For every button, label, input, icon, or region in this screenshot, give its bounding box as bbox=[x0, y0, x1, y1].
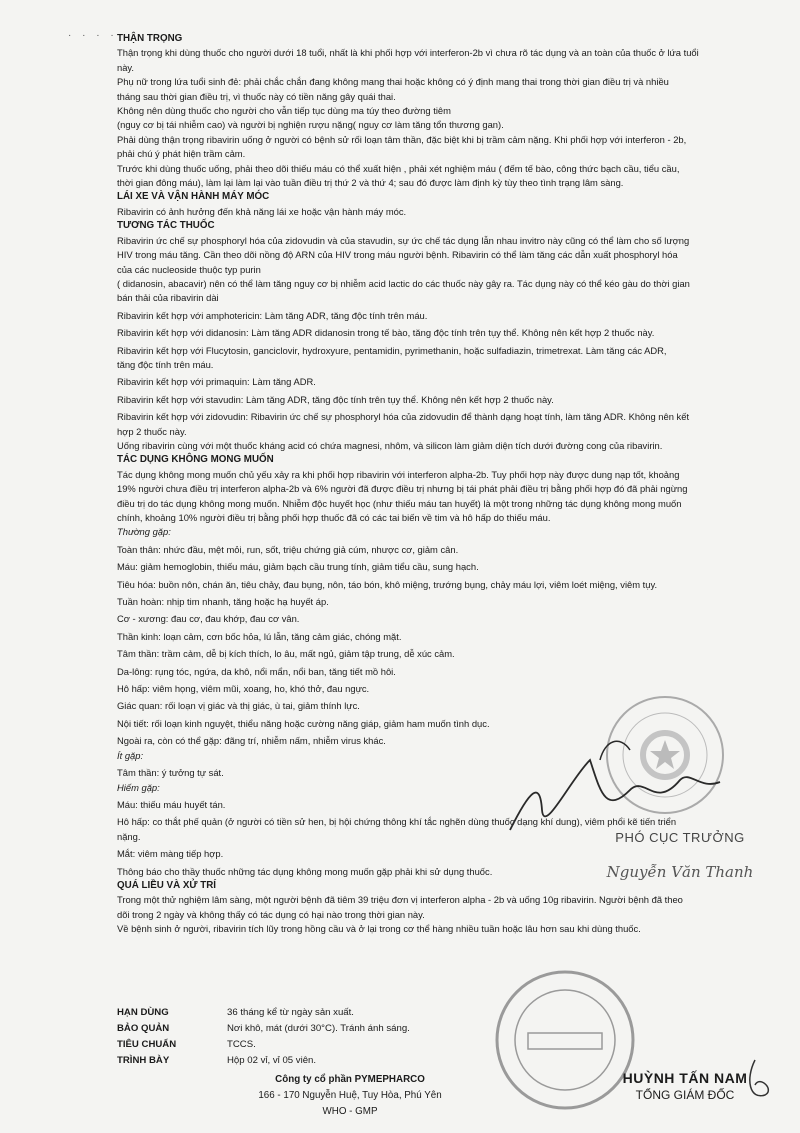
body-line: Về bệnh sinh ở người, ribavirin tích lũy trong hồng cầu và ở lại trong cơ thể hàng nhiều tuần hoặc lâu hơn sau khi dùng thuốc. bbox=[117, 923, 641, 935]
body-line: Toàn thân: nhức đầu, mệt mỏi, run, sốt, triệu chứng giả cúm, nhược cơ, giảm cân. bbox=[117, 543, 459, 555]
vice-director-block bbox=[590, 830, 770, 881]
director-title: TỔNG GIÁM ĐỐC bbox=[635, 1088, 735, 1102]
body-line: nặng. bbox=[117, 830, 141, 842]
body-line: Tác dụng không mong muốn chủ yếu xảy ra khi phối hợp ribavirin với interferon alpha-2b. Tuy phối hợp này được dung nạp tốt, khoảng bbox=[117, 468, 680, 480]
corner-mark: · · · · bbox=[68, 30, 118, 41]
body-line: chính, khoảng 10% người điều trị bằng phối hợp thuốc đã có các tai biến về tim và hô hấp do thiếu máu. bbox=[117, 512, 551, 523]
body-line: Trong một thử nghiệm lâm sàng, một người bệnh đã tiêm 39 triệu đơn vị interferon alpha - 2b và uống 10g ribavirin. Người bệnh đã theo bbox=[117, 894, 683, 906]
info-row bbox=[117, 1037, 410, 1053]
section-heading: TƯƠNG TÁC THUỐC bbox=[117, 220, 215, 232]
body-line: Hô hấp: co thắt phế quản (ở người có tiền sử hen, bị hội chứng thông khí tắc nghẽn dùng thuốc dạng khí dung), viêm phổi kẽ tiến triển bbox=[117, 816, 677, 828]
body-line: Nội tiết: rối loạn kinh nguyệt, thiểu năng hoặc cường năng giáp, giảm ham muốn tình dục. bbox=[117, 717, 490, 729]
info-label: BẢO QUẢN bbox=[117, 1023, 170, 1034]
body-line: Tâm thần: trầm cảm, dễ bị kích thích, lo âu, mất ngủ, giảm tập trung, dễ xúc cảm. bbox=[117, 648, 455, 660]
body-line: tăng độc tính trên máu. bbox=[117, 358, 214, 370]
body-line: Ribavirin kết hợp với amphotericin: Làm tăng ADR, tăng độc tính trên máu. bbox=[117, 309, 428, 321]
company-name: Công ty cổ phần PYMEPHARCO bbox=[275, 1074, 425, 1085]
section-heading: TÁC DỤNG KHÔNG MONG MUỐN bbox=[117, 454, 274, 466]
body-line: bán thải của ribavirin dài bbox=[117, 292, 219, 304]
body-line: Tuần hoàn: nhịp tim nhanh, tăng hoặc hạ huyết áp. bbox=[117, 596, 329, 608]
info-label: TIÊU CHUẨN bbox=[117, 1039, 177, 1050]
body-line: Mắt: viêm màng tiếp hợp. bbox=[117, 848, 224, 860]
product-info bbox=[117, 1005, 410, 1069]
body-line: (nguy cơ bị tái nhiễm cao) và người bị nghiện rượu nặng( nguy cơ làm tăng tổn thương gan). bbox=[117, 119, 504, 131]
body-line: Ribavirin kết hợp với didanosin: Làm tăng ADR didanosin trong tế bào, tăng độc tính trên tụy thể. Không nên kết hợp 2 thuốc này. bbox=[117, 327, 655, 339]
section-heading: LÁI XE VÀ VẬN HÀNH MÁY MÓC bbox=[117, 191, 270, 203]
body-line: tháng sau thời gian điều trị, vì thuốc này có tiền năng gây quái thai. bbox=[117, 90, 396, 102]
director-name: HUỲNH TẤN NAM bbox=[622, 1070, 748, 1086]
subheading: Ít gặp: bbox=[117, 749, 144, 761]
body-line: Máu: thiếu máu huyết tán. bbox=[117, 798, 226, 810]
body-line: Cơ - xương: đau cơ, đau khớp, đau cơ vân. bbox=[117, 613, 300, 625]
info-value: 36 tháng kể từ ngày sản xuất. bbox=[227, 1007, 354, 1018]
body-line: Ribavirin kết hợp với zidovudin: Ribavirin ức chế sự phosphoryl hóa của zidovudin để thành dạng hoạt tính, làm tăng ADR. Không nên kết bbox=[117, 411, 690, 423]
info-value: Nơi khô, mát (dưới 30°C). Tránh ánh sáng. bbox=[227, 1023, 410, 1034]
body-line: Ribavirin ức chế sự phosphoryl hóa của zidovudin và của stavudin, sự ức chế tác dụng lẫn nhau invitro này cũng có thể làm cho số lượng bbox=[117, 234, 690, 246]
body-line: này. bbox=[117, 61, 135, 73]
body-line: Máu: giảm hemoglobin, thiếu máu, giảm bạch cầu trung tính, giảm tiểu cầu, sung hạch. bbox=[117, 561, 479, 573]
body-line: hợp 2 thuốc này. bbox=[117, 425, 187, 437]
vice-director-title: PHÓ CỤC TRƯỞNG bbox=[615, 830, 745, 845]
company-cert: WHO - GMP bbox=[322, 1106, 378, 1117]
body-line: ( didanosin, abacavir) nên có thể làm tăng nguy cơ bị nhiễm acid lactic do các thuốc này gây ra. Tác dụng này có thể kéo gàu do thời gian bbox=[117, 277, 690, 289]
info-row bbox=[117, 1053, 410, 1069]
body-line: Phải dùng thận trọng ribavirin uống ở người có bệnh sử rối loạn tâm thần, đặc biệt khi bị trầm cảm nặng. Khi phối hợp với interferon - 2b, bbox=[117, 133, 687, 145]
section-heading: THẬN TRỌNG bbox=[117, 33, 183, 44]
body-line: dõi trong 2 ngày và không thấy có tác dụng có hại nào trong thời gian này. bbox=[117, 908, 425, 920]
body-line: Ngoài ra, còn có thể gặp: đãng trí, nhiễm nấm, nhiễm virus khác. bbox=[117, 735, 386, 747]
company-footer bbox=[200, 1072, 500, 1120]
body-line: Tâm thần: ý tưởng tự sát. bbox=[117, 767, 224, 779]
subheading: Thường gặp: bbox=[117, 526, 171, 538]
body-line: Ribavirin có ảnh hưởng đến khả năng lái xe hoặc vận hành máy móc. bbox=[117, 205, 407, 217]
director-block bbox=[600, 1070, 770, 1102]
body-line: Ribavirin kết hợp với primaquin: Làm tăng ADR. bbox=[117, 376, 316, 388]
body-line: thời gian đông máu), làm lại làm lại vào tuần điều trị thứ 2 và thứ 4; sau đó được làm định kỳ tùy theo tình trạng lâm sàng. bbox=[117, 177, 624, 189]
info-label: TRÌNH BÀY bbox=[117, 1055, 170, 1066]
body-line: Ribavirin kết hợp với stavudin: Làm tăng ADR, tăng độc tính trên tụy thể. Không nên kết hợp 2 thuốc này. bbox=[117, 393, 554, 405]
body-line: Uống ribavirin cùng với một thuốc kháng acid có chứa magnesi, nhôm, và silicon làm giảm diện tích dưới đường cong của ribavirin. bbox=[117, 439, 663, 451]
body-line: Thần kinh: loạn cảm, cơn bốc hỏa, lú lẫn, tăng cảm giác, chóng mặt. bbox=[117, 630, 402, 642]
body-line: Tiêu hóa: buồn nôn, chán ăn, tiêu chảy, đau bụng, nôn, táo bón, khô miệng, trướng bụng, chảy máu lợi, viêm loét miệng, viêm tụy. bbox=[117, 578, 658, 590]
body-line: Giác quan: rối loạn vị giác và thị giác, ù tai, giảm thính lực. bbox=[117, 700, 360, 712]
body-line: Trước khi dùng thuốc uống, phải theo dõi thiếu máu có thể xuất hiện , phải xét nghiệm máu ( đếm tế bào, công thức bạch cầu, tiểu cầu, bbox=[117, 162, 680, 174]
body-line: Không nên dùng thuốc cho người cho vẫn tiếp tục dùng ma túy theo đường tiêm bbox=[117, 105, 451, 117]
body-line: Thông báo cho thầy thuốc những tác dụng không mong muốn gặp phải khi sử dụng thuốc. bbox=[117, 865, 493, 877]
info-label: HẠN DÙNG bbox=[117, 1007, 169, 1018]
section-heading: QUÁ LIỀU VÀ XỬ TRÍ bbox=[117, 879, 217, 891]
body-line: Ribavirin kết hợp với Flucytosin, ganciclovir, hydroxyure, pentamidin, pyrimethanin, hoặc sulfadiazin, trimetrexat. Làm tăng các ADR, bbox=[117, 344, 667, 356]
body-line: Phụ nữ trong lứa tuổi sinh đẻ: phải chắc chắn đang không mang thai hoặc không có ý định mang thai trong thời gian điều trị và nhiều bbox=[117, 76, 669, 88]
vice-director-name: Nguyễn Văn Thanh bbox=[606, 863, 754, 881]
info-row bbox=[117, 1005, 410, 1021]
body-line: 19% người chưa điều trị interferon alpha-2b và 6% người đã được điều trị nhưng bị tái phát phải điều trị bằng phối hợp đó đã phải ngừng bbox=[117, 483, 688, 495]
body-line: Da-lông: rụng tóc, ngứa, da khô, nổi mẩn, nổi ban, tăng tiết mồ hôi. bbox=[117, 665, 396, 677]
body-line: phải chú ý phát hiện trầm cảm. bbox=[117, 148, 246, 160]
company-address: 166 - 170 Nguyễn Huệ, Tuy Hòa, Phú Yên bbox=[258, 1090, 442, 1101]
subheading: Hiếm gặp: bbox=[117, 781, 160, 793]
info-value: Hộp 02 vỉ, vỉ 05 viên. bbox=[227, 1055, 317, 1066]
info-row bbox=[117, 1021, 410, 1037]
body-line: Thận trọng khi dùng thuốc cho người dưới 18 tuổi, nhất là khi phối hợp với interferon-2b vì chưa rõ tác dụng và an toàn của thuốc ở lứa tuổi bbox=[117, 47, 699, 59]
info-value: TCCS. bbox=[227, 1039, 256, 1050]
body-line: HIV trong máu tăng. Cần theo dõi nồng độ ARN của HIV trong máu người bệnh. Ribavirin có thể làm tăng các dẫn xuất phosphoryl hóa bbox=[117, 249, 678, 261]
body-line: Hô hấp: viêm họng, viêm mũi, xoang, ho, khó thở, đau ngực. bbox=[117, 683, 370, 695]
body-line: của các nucleoside thuộc typ purin bbox=[117, 263, 261, 275]
body-line: điều trị do tác dụng không mong muốn. Nhiễm độc huyết học (như thiếu máu tan huyết) là một trong những tác dụng không mong muốn bbox=[117, 497, 682, 509]
